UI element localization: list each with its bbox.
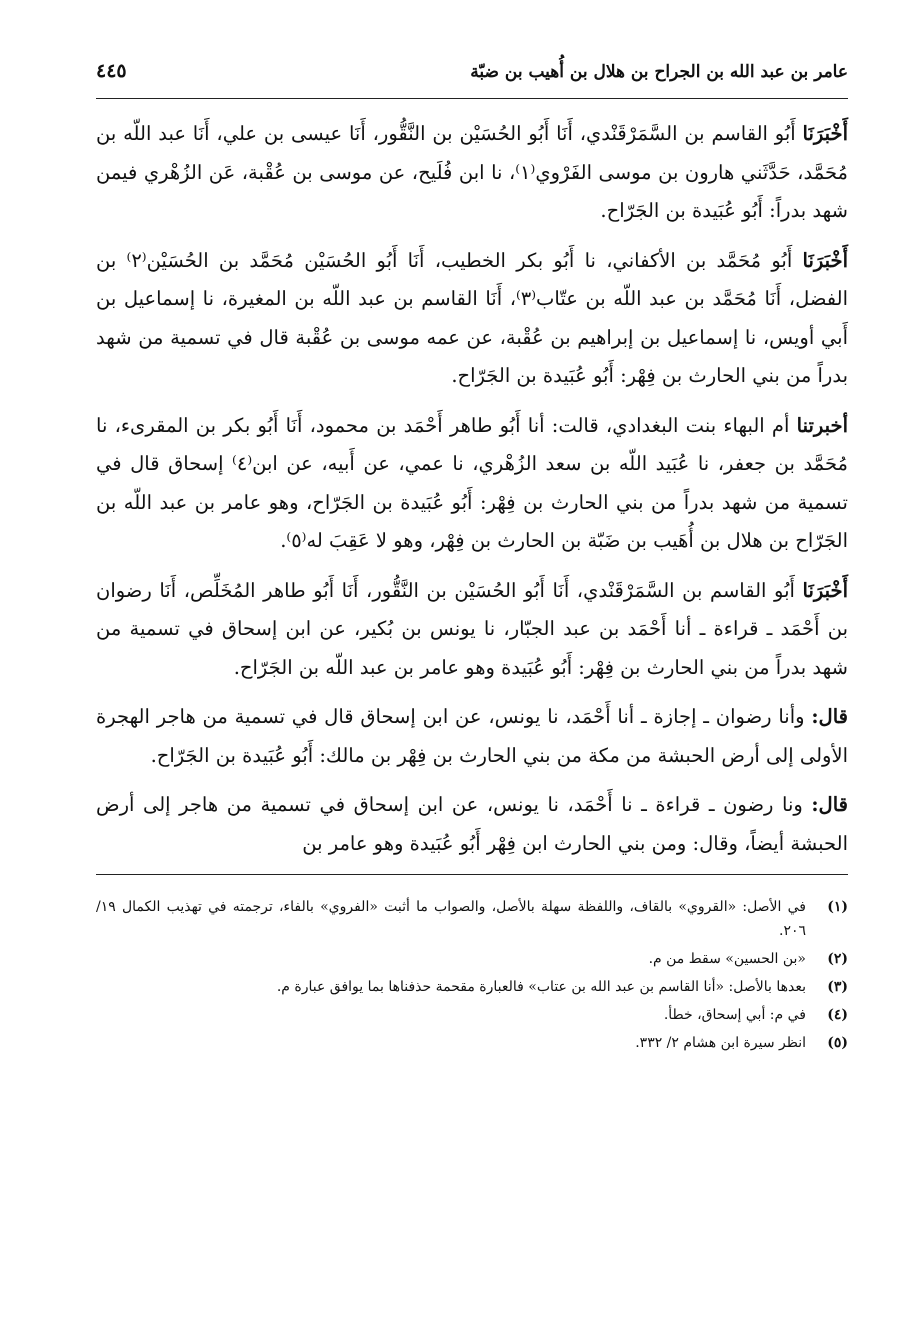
footnote-text: في الأصل: «القروي» بالقاف، واللفظة سهلة بالأصل، والصواب ما أثبت «الفروي» بالفاء، ترجمته في تهذيب الكمال ١٩/ ٢٠٦. xyxy=(96,899,806,939)
running-head: عامر بن عبد الله بن الجراح بن هلال بن أُهيب بن ضبّة xyxy=(470,62,848,82)
footnote-text: بعدها بالأصل: «أنا القاسم بن عبد الله بن عتاب» فالعبارة مقحمة حذفناها بما يوافق عبارة م. xyxy=(276,979,806,995)
paragraph xyxy=(96,407,848,561)
footnotes xyxy=(96,895,848,1055)
footnote-text: في م: أبي إسحاق، خطأ. xyxy=(663,1007,806,1023)
paragraph-lead: أَخْبَرَنَا xyxy=(802,122,848,145)
paragraph-text: أم البهاء بنت البغدادي، قالت: أنا أَبُو طاهر أَحْمَد بن محمود، أَنَا أَبُو بكر بن المقرىء، نا مُحَمَّد بن جعفر، نا عُبَيد اللّه بن سعد الزُهْري، نا عمي، عن أَبيه، عن ابن⁽٤⁾ إسحاق قال في تسمية من شهد بدراً من بني الحارث بن فِهْر: أَبُو عُبَيدة بن الجَرّاح، وهو عامر بن عبد اللّه بن الجَرّاح بن هلال بن أُهَيب بن ضَبّة بن الحارث بن فِهْر، وهو لا عَقِبَ له⁽٥⁾. xyxy=(96,413,848,552)
footnote xyxy=(96,895,848,943)
footnote xyxy=(96,947,848,971)
footnote-divider xyxy=(96,874,848,875)
paragraph-lead: أخبرتنا xyxy=(796,413,848,437)
paragraph-text: أَبُو مُحَمَّد بن الأكفاني، نا أَبُو بكر الخطيب، أَنَا أَبُو الحُسَيْن مُحَمَّد بن الحُسَيْن⁽٢⁾ بن الفضل، أَنَا مُحَمَّد بن عبد اللّه بن عتّاب⁽٣⁾، أَنَا القاسم بن عبد اللّه بن المغيرة، نا إسماعيل بن أَبي أويس، نا إسماعيل بن إبراهيم بن عُقْبة، عن عمه موسى بن عُقْبة قال في تسمية من شهد بدراً من بني الحارث بن فِهْر: أَبُو عُبَيدة بن الجَرّاح. xyxy=(96,248,848,387)
footnote xyxy=(96,1003,848,1027)
paragraph-text: ونا رضون ـ قراءة ـ نا أَحْمَد، نا يونس، عن ابن إسحاق في تسمية من هاجر إلى أرض الحبشة أيضاً، وقال: ومن بني الحارث ابن فِهْر أَبُو عُبَيدة وهو عامر بن xyxy=(96,793,848,855)
paragraph-lead: قال: xyxy=(811,793,848,816)
main-text xyxy=(96,115,848,863)
book-page xyxy=(96,60,848,1059)
paragraph-lead: قال: xyxy=(811,705,848,728)
paragraph-lead: أَخْبَرَنَا xyxy=(802,248,848,272)
footnote-number: (١) xyxy=(827,899,848,915)
footnote-text: «بن الحسين» سقط من م. xyxy=(648,951,806,967)
paragraph xyxy=(96,242,848,396)
footnote-number: (٢) xyxy=(827,951,848,967)
page-header xyxy=(96,60,848,99)
paragraph-lead: أَخْبَرَنَا xyxy=(802,578,848,602)
footnote-number: (٥) xyxy=(827,1035,848,1051)
paragraph-text: أَبُو القاسم بن السَّمَرْقَنْدي، أَنَا أَبُو الحُسَيْن بن النَّقُّور، أَنَا أَبُو طاهر المُخَلِّص، أَنَا رضوان بن أَحْمَد ـ قراءة ـ أنا أَحْمَد بن عبد الجبّار، نا يونس بن بُكير، عن ابن إسحاق في تسمية من شهد بدراً من بني الحارث بن فِهْر: أَبُو عُبَيدة وهو عامر بن عبد اللّه بن الجَرّاح. xyxy=(96,578,848,679)
paragraph xyxy=(96,698,848,775)
footnote-text: انظر سيرة ابن هشام ٢/ ٣٣٢. xyxy=(635,1035,806,1051)
paragraph xyxy=(96,786,848,863)
page-number: ٤٤٥ xyxy=(96,60,127,82)
paragraph-text: وأنا رضوان ـ إجازة ـ أنا أَحْمَد، نا يونس، عن ابن إسحاق قال في تسمية من هاجر الهجرة الأولى إلى أرض الحبشة من مكة من بني الحارث بن فِهْر بن مالك: أَبُو عُبَيدة بن الجَرّاح. xyxy=(96,705,848,767)
footnote xyxy=(96,1031,848,1055)
paragraph-text: أَبُو القاسم بن السَّمَرْقَنْدي، أَنَا أَبُو الحُسَيْن بن النَّقُّور، أَنَا عيسى بن علي، أَنَا عبد اللّه بن مُحَمَّد، حَدَّثَني هارون بن موسى الفَرْوي⁽١⁾، نا ابن فُلَيح، عن موسى بن عُقْبة، عَن الزُهْري فيمن شهد بدراً: أَبُو عُبَيدة بن الجَرّاح. xyxy=(96,122,848,222)
footnote-number: (٤) xyxy=(827,1007,848,1023)
footnote-number: (٣) xyxy=(827,979,848,995)
paragraph xyxy=(96,115,848,231)
paragraph xyxy=(96,572,848,688)
footnote xyxy=(96,975,848,999)
